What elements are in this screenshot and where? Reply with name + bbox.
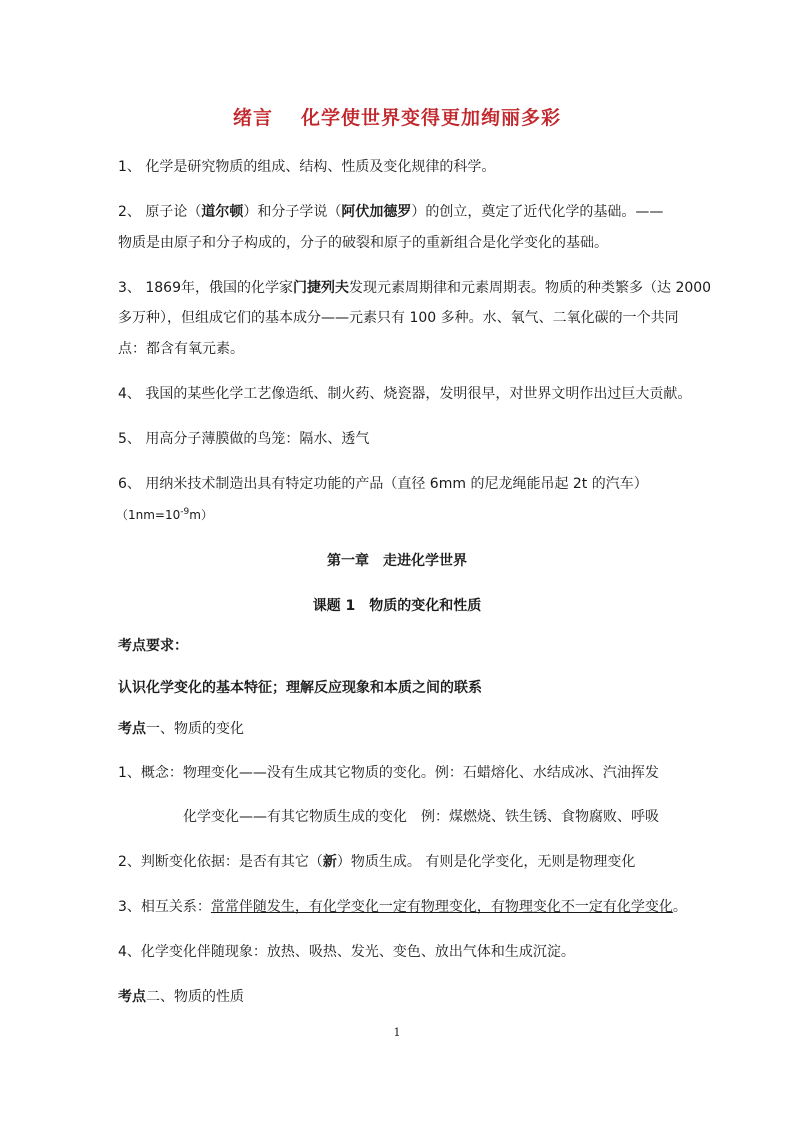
intro-item-6-cont: $(1nm=10^{-9}m)$ [116,507,213,522]
intro-item-4: 4、 我国的某些化学工艺像造纸、制火药、烧瓷器，发明很早，对世界文明作出过巨大贡献。 [118,386,692,402]
title-prefix: 绪言 [232,107,273,129]
intro-item-3-cont2: 点：都含有氧元素。 [118,341,244,357]
point-2-heading: 考点二、物质的性质 [118,989,244,1005]
intro-item-6: 6、 用纳米技术制造出具有特定功能的产品（直径 6mm 的尼龙绳能吊起 2t 的汽车） [118,476,648,492]
chapter-title: 第一章 走进化学世界 [327,553,467,569]
lesson-title: 课题 1 物质的变化和性质 [312,598,482,614]
requirements-heading: 考点要求： [118,638,188,654]
name-avogadro: 阿伏加德罗 [341,204,412,220]
intro-item-2-cont: 物质是由原子和分子构成的，分子的破裂和原子的重新组合是化学变化的基础。 [118,235,608,251]
requirements-text: 认识化学变化的基本特征；理解反应现象和本质之间的联系 [118,680,482,696]
point-1-heading: 考点一、物质的变化 [118,721,244,737]
intro-item-5: 5、 用高分子薄膜做的鸟笼：隔水、透气 [118,431,370,447]
title-main: 化学使世界变得更加绚丽多彩 [301,107,562,129]
intro-item-3: 3、 1869年，俄国的化学家门捷列夫发现元素周期律和元素周期表。物质的种类繁多（达 2000 [118,280,712,296]
change-criterion: 2、判断变化依据：是否有其它（新）物质生成。 有则是化学变化，无则是物理变化 [118,854,636,870]
page-title [0,103,794,130]
change-relationship: 3、相互关系：常常伴随发生，有化学变化一定有物理变化，有物理变化不一定有化学变化。 [118,899,687,915]
name-dalton: 道尔顿 [201,204,244,220]
page-number: 1 [393,1026,401,1039]
change-concept-physical: 1、概念：物理变化——没有生成其它物质的变化。例：石蜡熔化、水结成冰、汽油挥发 [118,765,659,781]
name-mendeleev: 门捷列夫 [293,280,349,296]
intro-item-3-cont: 多万种），但组成它们的基本成分——元素只有 100 多种。水、氧气、二氧化碳的一个共同 [118,310,679,326]
change-concept-chemical: 化学变化——有其它物质生成的变化 例：煤燃烧、铁生锈、食物腐败、呼吸 [183,809,659,825]
underlined-text: 常常伴随发生，有化学变化一定有物理变化，有物理变化不一定有化学变化 [210,899,673,915]
change-phenomena: 4、化学变化伴随现象：放热、吸热、发光、变色、放出气体和生成沉淀。 [118,944,575,960]
intro-item-1: 1、 化学是研究物质的组成、结构、性质及变化规律的科学。 [118,159,496,175]
intro-item-2: 2、 原子论（道尔顿）和分子学说（阿伏加德罗）的创立，奠定了近代化学的基础。—— [118,204,664,220]
